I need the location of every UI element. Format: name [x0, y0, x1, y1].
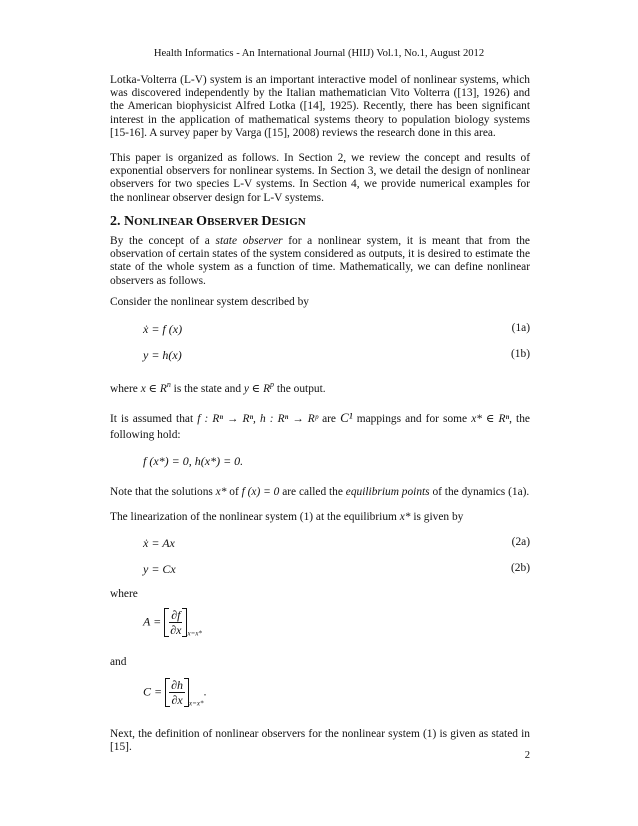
intro-paragraph-2: This paper is organized as follows. In Section 2, we review the concept and results of exponential observers for nonlinear systems. In Section 3, we detail the design of nonlinear observers for two species L-V systems. In Section 4, we provide numerical examples for the nonlinear observer design for L-V systems.	[110, 152, 530, 204]
f-equals-zero: f (x) = 0	[241, 486, 280, 498]
p5-text-c: the output.	[274, 382, 326, 395]
equilibrium-note-paragraph	[110, 486, 530, 499]
section-word-2-cap: O	[196, 214, 208, 229]
p3-text-a: By the concept of a	[110, 235, 216, 247]
jacobian-A-evaluation: x=x*	[187, 629, 202, 638]
p7-text-a: Note that the solutions	[110, 486, 216, 498]
jacobian-A-lhs: A =	[143, 614, 162, 629]
p7-text-b: of	[226, 486, 242, 498]
jacobian-C-period: .	[203, 684, 207, 699]
equation-2a-number: (2a)	[511, 536, 530, 548]
p8-text-b: is given by	[410, 511, 464, 523]
x-star: x*	[215, 486, 227, 498]
page-number: 2	[524, 750, 530, 761]
p6-text-b: are	[317, 413, 341, 425]
p7-text-d: of the dynamics (1a).	[429, 486, 530, 498]
and-label: and	[110, 656, 127, 668]
next-definition-paragraph: Next, the definition of nonlinear observers for the nonlinear system (1) is given as stated in [15].	[110, 728, 530, 754]
p6-text-c: mappings and for some	[352, 413, 472, 425]
jacobian-C-evaluation: x=x*	[189, 699, 204, 708]
intro-paragraph-1: Lotka-Volterra (L-V) system is an important interactive model of nonlinear systems, which was discovered independently by the Italian mathematician Vito Volterra ([13], 1926) and the American biophysicist Alfred Lotka ([14], 1925). Recently, there has been significant interest in the application of mathematical systems theory to population biology systems [15-16]. A survey paper by Varga ([15], 2008) reviews the research done in this area.	[110, 74, 530, 139]
jacobian-A-bracket	[164, 608, 187, 637]
x-star-2: x*	[399, 511, 411, 523]
equation-1a-number: (1a)	[511, 322, 530, 334]
jacobian-A-denominator: ∂x	[170, 623, 182, 637]
section-word-3-cap: D	[261, 214, 272, 229]
journal-header: Health Informatics - An International Journal (HIIJ) Vol.1, No.1, August 2012	[153, 48, 485, 59]
equation-2a: ẋ = Ax	[143, 536, 175, 550]
equation-2b-number: (2b)	[511, 562, 530, 574]
equilibrium-point-expr: x* ∈ Rⁿ	[471, 413, 510, 425]
consider-paragraph: Consider the nonlinear system described by	[110, 296, 309, 308]
section-word-3-rest: ESIGN	[271, 216, 306, 228]
jacobian-C-fraction	[169, 678, 185, 707]
equilibrium-conditions: f (x*) = 0, h(x*) = 0.	[143, 454, 244, 468]
section-heading	[110, 214, 306, 230]
section-word-2-rest: BSERVER	[207, 216, 262, 228]
where-label: where	[110, 588, 138, 600]
jacobian-C-equation	[143, 678, 206, 707]
equation-1b-number: (1b)	[511, 348, 530, 360]
jacobian-A-equation	[143, 608, 202, 637]
state-dimension: n	[166, 380, 171, 389]
jacobian-A-fraction	[168, 608, 183, 637]
c1-class: C¹	[340, 410, 353, 425]
p6-text-d: , the following hold:	[110, 413, 530, 441]
p5-text-b: is the state and	[170, 382, 244, 395]
jacobian-C-bracket	[165, 678, 189, 707]
p6-text-a: It is assumed that	[110, 413, 198, 425]
assumption-paragraph	[110, 410, 530, 443]
equilibrium-points-term: equilibrium points	[345, 486, 430, 498]
state-output-sentence	[110, 378, 530, 396]
state-observer-term: state observer	[215, 235, 283, 247]
jacobian-C-denominator: ∂x	[171, 693, 183, 707]
p3-text-b: for a nonlinear system, it is meant that from the observation of certain states of the system considered as outputs, it is desired to estimate the state of the whole system as a function of time. Mathematically, we can define nonlinear observers as follows.	[110, 235, 530, 287]
mapping-expr: f : Rⁿ → Rⁿ, h : Rⁿ → Rᵖ	[197, 413, 318, 425]
observer-definition-paragraph	[110, 235, 530, 288]
equation-2b: y = Cx	[143, 562, 176, 576]
section-word-1-cap: N	[124, 214, 135, 229]
section-word-1-rest: ONLINEAR	[134, 216, 197, 228]
state-space-expr: x ∈ R	[140, 382, 167, 395]
p5-text-a: where	[110, 382, 141, 395]
p8-text-a: The linearization of the nonlinear system (1) at the equilibrium	[110, 511, 400, 523]
jacobian-C-numerator: ∂h	[171, 678, 184, 692]
jacobian-C-lhs: C =	[143, 684, 163, 699]
output-dimension: p	[270, 380, 275, 389]
equation-1a: ẋ = f (x)	[143, 322, 183, 336]
equation-1b: y = h(x)	[143, 348, 182, 362]
jacobian-A-numerator: ∂f	[171, 608, 181, 622]
p7-text-c: are called the	[279, 486, 346, 498]
linearization-paragraph	[110, 511, 530, 524]
output-space-expr: y ∈ R	[243, 382, 271, 395]
section-number: 2.	[110, 214, 124, 229]
